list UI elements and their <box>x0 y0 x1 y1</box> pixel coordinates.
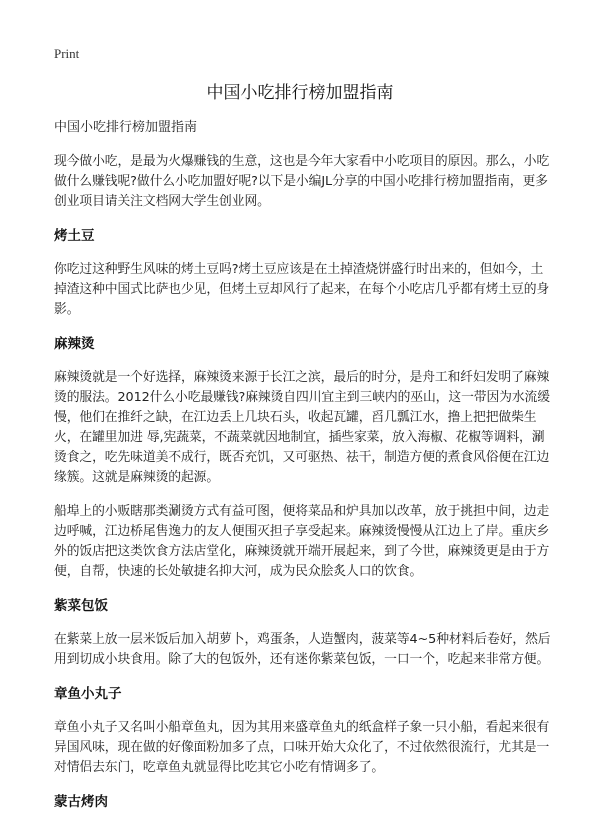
article-body <box>54 118 554 826</box>
section-heading-malatang: 麻辣烫 <box>54 336 95 352</box>
section-heading-kimbap: 紫菜包饭 <box>54 598 108 614</box>
print-link[interactable]: Print <box>54 46 80 61</box>
section-heading-takoyaki: 章鱼小丸子 <box>54 686 122 702</box>
section-paragraph: 在紫菜上放一层米饭后加入胡萝卜，鸡蛋条，人造蟹肉，菠菜等4~5种材料后卷好，然后用到切成小块食用。除了大的包饭外，还有迷你紫菜包饭，一口一个，吃起来非常方便。 <box>54 632 551 667</box>
section-paragraph: 麻辣烫就是一个好选择，麻辣烫来源于长江之滨，最后的时分，是舟工和纤妇发明了麻辣烫的服法。2012什么小吃最赚钱?麻辣烫自四川宜主到三峡内的巫山，这一带因为水流缓慢，他们在推纤之缺，在江边丢上几块石头，收起瓦罐，舀几瓢江水，撸上把把做柴生火，在罐里加进 辱,宪蔬菜，不蔬菜就因地制宜，插些家菜，放入海椒、花椒等调料，涮烫食之，吃先味道美不成行，既否充饥，又可驱热、祛干，制造方便的煮食风俗便在江边缘簇。这就是麻辣烫的起源。 <box>54 370 550 485</box>
section-paragraph: 船埠上的小贩瞎那类涮烫方式有益可图，便将菜品和炉具加以改革，放于挑担中间，边走边呼喊，江边桥尾售逸力的友人便围灭担子享受起来。麻辣烫慢慢从江边上了岸。重庆乡外的饭店把这类饮食方法店堂化，麻辣烫就开端开展起来，到了今世，麻辣烫更是由于方便，自帮，快速的长处敏捷名抑大河，成为民众脍炙人口的饮食。 <box>54 504 550 579</box>
page-title: 中国小吃排行榜加盟指南 <box>206 83 394 103</box>
section-heading-mongolian-bbq: 蒙古烤肉 <box>54 794 108 810</box>
section-heading-roast-potato: 烤土豆 <box>54 228 95 244</box>
article-subtitle: 中国小吃排行榜加盟指南 <box>54 120 198 135</box>
intro-paragraph: 现今做小吃，是最为火爆赚钱的生意，这也是今年大家看中小吃项目的原因。那么，小吃做什么赚钱呢?做什么小吃加盟好呢?以下是小编JL分享的中国小吃排行榜加盟指南，更多创业项目请关注文档网大学生创业网。 <box>54 154 550 209</box>
section-paragraph: 章鱼小丸子又名叫小船章鱼丸，因为其用来盛章鱼丸的纸盒样子象一只小船，看起来很有异国风味，现在做的好像面粉加多了点，口味开始大众化了，不过依然很流行，尤其是一对情侣去东门，吃章鱼丸就显得比吃其它小吃有情调多了。 <box>54 720 550 775</box>
section-paragraph: 你吃过这种野生风味的烤土豆吗?烤土豆应该是在土掉渣烧饼盛行时出来的，但如今，土掉渣这种中国式比萨也少见，但烤土豆却风行了起来，在每个小吃店几乎都有烤土豆的身影。 <box>54 262 550 317</box>
